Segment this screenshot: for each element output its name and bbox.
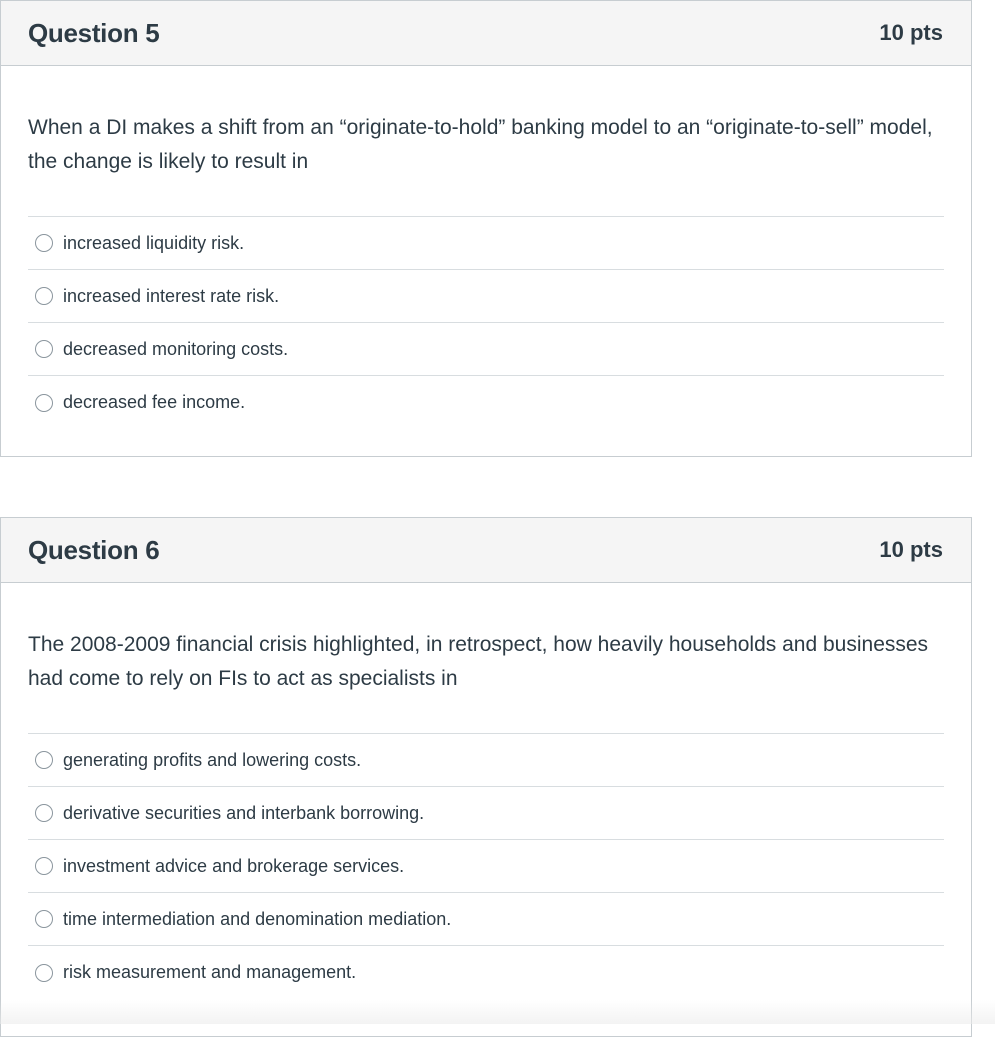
answer-option[interactable]	[28, 893, 944, 946]
answer-label[interactable]: generating profits and lowering costs.	[63, 749, 362, 770]
question-5-card	[0, 0, 972, 457]
answer-option[interactable]	[28, 376, 944, 429]
answer-option[interactable]	[28, 270, 944, 323]
answer-label[interactable]: increased liquidity risk.	[63, 232, 245, 253]
answer-option[interactable]	[28, 323, 944, 376]
question-header	[1, 1, 971, 66]
answer-label[interactable]: decreased monitoring costs.	[63, 338, 289, 359]
question-6-card	[0, 517, 972, 1037]
answer-label[interactable]: increased interest rate risk.	[63, 285, 280, 306]
question-text: The 2008-2009 financial crisis highlighted, in retrospect, how heavily households and businesses had come to rely on FIs to act as specialists in	[28, 633, 929, 690]
radio-button[interactable]	[35, 751, 53, 769]
answer-label[interactable]: decreased fee income.	[63, 392, 246, 412]
answer-option[interactable]	[28, 734, 944, 787]
question-text: When a DI makes a shift from an “originate-to-hold” banking model to an “originate-to-sell” model, the change is likely to result in	[28, 116, 933, 173]
radio-button[interactable]	[35, 340, 53, 358]
question-header	[1, 518, 971, 583]
question-title: Question 6	[28, 534, 160, 565]
question-points: 10 pts	[879, 20, 943, 45]
radio-button[interactable]	[35, 910, 53, 928]
answer-label[interactable]: investment advice and brokerage services.	[63, 855, 405, 876]
answer-option[interactable]	[28, 787, 944, 840]
radio-button[interactable]	[35, 394, 53, 412]
answer-list	[28, 733, 944, 999]
answer-option[interactable]	[28, 840, 944, 893]
answer-label[interactable]: time intermediation and denomination mediation.	[63, 908, 452, 929]
radio-button[interactable]	[35, 857, 53, 875]
answer-list	[28, 216, 944, 429]
answer-label[interactable]: risk measurement and management.	[63, 962, 357, 982]
radio-button[interactable]	[35, 234, 53, 252]
radio-button[interactable]	[35, 804, 53, 822]
answer-label[interactable]: derivative securities and interbank borrowing.	[63, 802, 425, 823]
answer-option[interactable]	[28, 217, 944, 270]
question-points: 10 pts	[879, 537, 943, 562]
answer-option[interactable]	[28, 946, 944, 999]
question-title: Question 5	[28, 17, 160, 48]
radio-button[interactable]	[35, 287, 53, 305]
radio-button[interactable]	[35, 964, 53, 982]
